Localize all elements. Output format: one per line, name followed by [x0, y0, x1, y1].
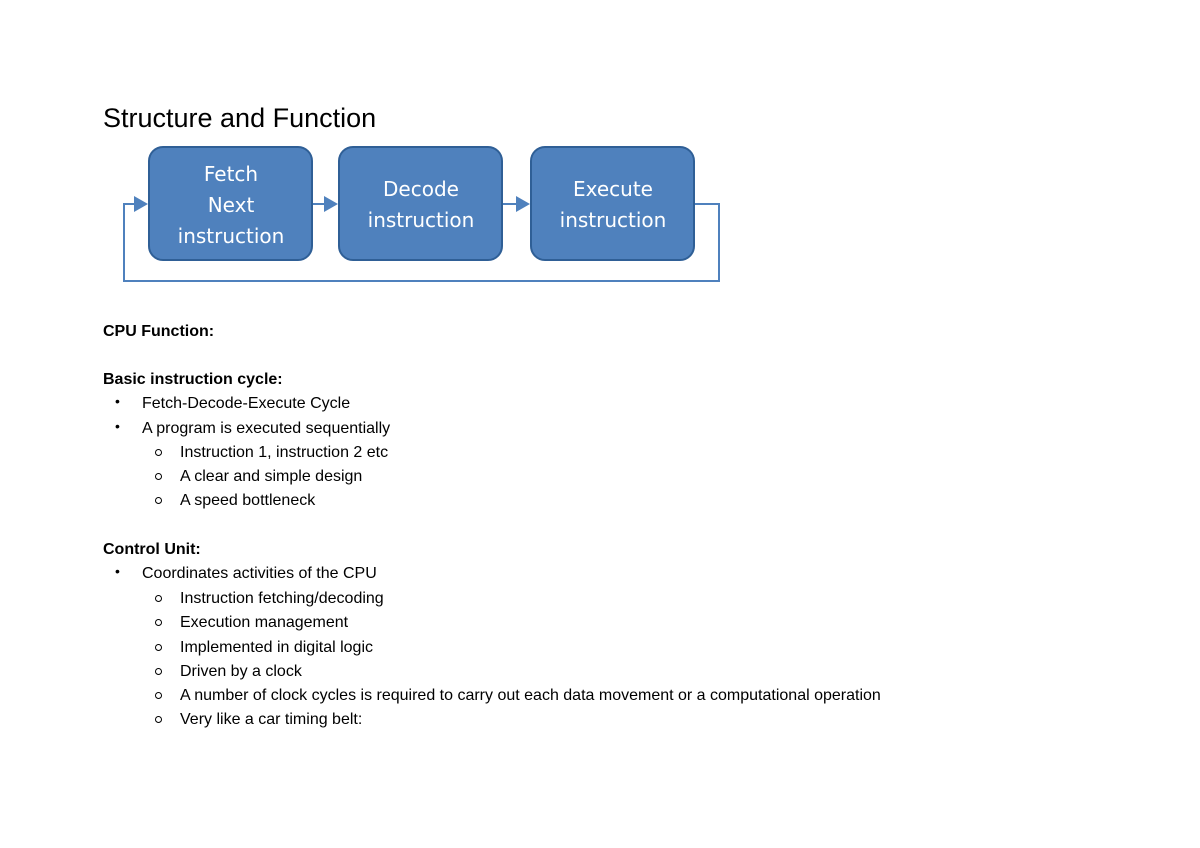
- cpu-function-heading: CPU Function:: [103, 323, 215, 340]
- bullet-circle-icon: [155, 644, 162, 651]
- step-decode-box: [339, 147, 502, 260]
- step-execute-box: [531, 147, 694, 260]
- bullet-circle-icon: [155, 692, 162, 699]
- bullet-circle-icon: [155, 473, 162, 480]
- sub-list-item: A number of clock cycles is required to carry out each data movement or a computational operation: [180, 687, 881, 704]
- instruction-cycle-diagram: [0, 0, 1200, 300]
- bullet-circle-icon: [155, 619, 162, 626]
- step-execute-line-2: instruction: [559, 208, 667, 232]
- sub-list-item: A clear and simple design: [180, 468, 363, 485]
- bullet-disc-icon: •: [115, 418, 120, 434]
- sub-list-item: Execution management: [180, 614, 349, 631]
- sub-list-item: Instruction fetching/decoding: [180, 590, 384, 607]
- sub-list-item: Instruction 1, instruction 2 etc: [180, 444, 389, 461]
- bullet-disc-icon: •: [115, 393, 120, 409]
- page-title: Structure and Function: [103, 103, 377, 133]
- bullet-circle-icon: [155, 497, 162, 504]
- bullet-circle-icon: [155, 668, 162, 675]
- step-decode-line-2: instruction: [367, 208, 475, 232]
- sub-list-item: Driven by a clock: [180, 663, 302, 680]
- instruction-cycle-heading: Basic instruction cycle:: [103, 371, 283, 388]
- sub-list-item: Very like a car timing belt:: [180, 711, 363, 728]
- control-unit-heading: Control Unit:: [103, 541, 201, 558]
- step-fetch-line-1: Fetch: [203, 162, 259, 186]
- step-decode-line-1: Decode: [383, 177, 459, 201]
- list-item: A program is executed sequentially: [142, 420, 391, 437]
- sub-list-item: Implemented in digital logic: [180, 639, 373, 656]
- bullet-circle-icon: [155, 716, 162, 723]
- step-execute-line-1: Execute: [573, 177, 653, 201]
- step-fetch-line-2: Next: [207, 193, 255, 217]
- sub-list-item: A speed bottleneck: [180, 492, 316, 509]
- bullet-circle-icon: [155, 595, 162, 602]
- step-fetch-line-3: instruction: [177, 224, 285, 248]
- bullet-circle-icon: [155, 449, 162, 456]
- step-fetch-box: [149, 147, 312, 260]
- list-item: Fetch-Decode-Execute Cycle: [142, 395, 351, 412]
- list-item: Coordinates activities of the CPU: [142, 565, 377, 582]
- bullet-disc-icon: •: [115, 563, 120, 579]
